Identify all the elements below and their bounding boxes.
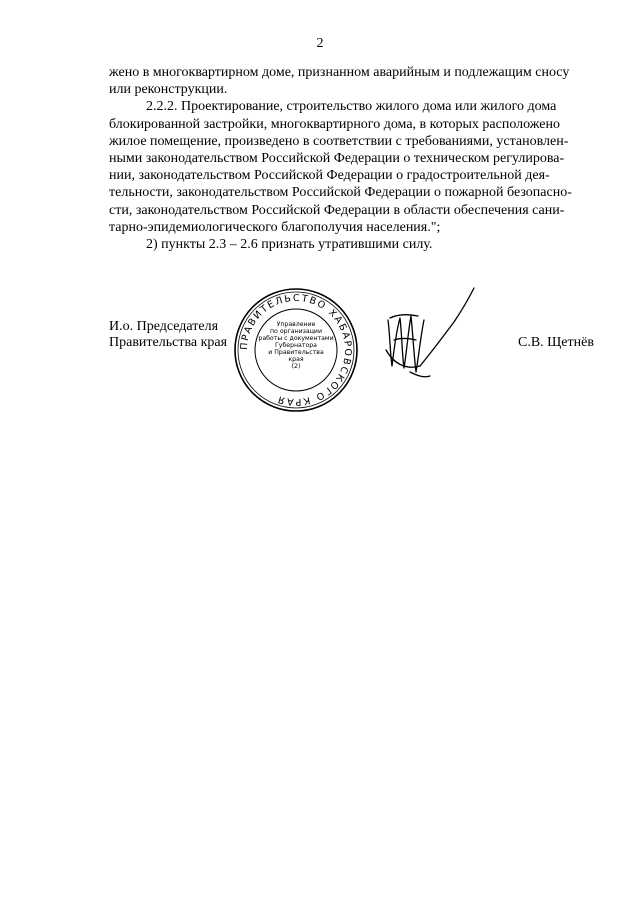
svg-text:по организации: по организации [270,328,322,335]
body-line: тельности, законодательством Российской Федерации о пожарной безопасно- [109,185,572,201]
svg-text:(2): (2) [291,363,301,370]
signatory-title-line: Правительства края [109,335,228,350]
svg-text:края: края [288,356,304,363]
official-seal [232,286,360,414]
signatory-title [109,319,227,351]
svg-text:и Правительства: и Правительства [268,349,324,356]
body-line: 2) пункты 2.3 – 2.6 признать утратившими силу. [146,237,433,253]
body-line: тарно-эпидемиологического благополучия населения."; [109,219,441,235]
body-line: блокированной застройки, многоквартирного дома, в которых расположено [109,116,560,132]
document-body [109,64,572,253]
handwritten-signature [380,280,480,390]
svg-text:работы с документами: работы с документами [258,335,334,342]
svg-text:Управление: Управление [276,321,316,328]
body-line: жено в многоквартирном доме, признанном аварийным и подлежащим сносу [109,65,570,80]
body-line: ными законодательством Российской Федерации о техническом регулирова- [109,151,565,167]
svg-text:Губернатора: Губернатора [275,342,317,349]
body-line: или реконструкции. [109,82,228,98]
signatory-title-line: И.о. Председателя [109,319,219,334]
signatory-name: С.В. Щетнёв [518,335,594,350]
page-number: 2 [316,36,324,51]
seal-center-text [258,321,333,370]
body-line: 2.2.2. Проектирование, строительство жилого дома или жилого дома [146,99,557,115]
body-line: жилое помещение, произведено в соответствии с требованиями, установлен- [109,133,569,149]
body-line: нии, законодательством Российской Федерации о градостроительной дея- [109,168,550,184]
body-line: сти, законодательством Российской Федерации в области обеспечения сани- [109,202,565,218]
seal-ring-text: ПРАВИТЕЛЬСТВО ХАБАРОВСКОГО КРАЯ [238,292,354,408]
